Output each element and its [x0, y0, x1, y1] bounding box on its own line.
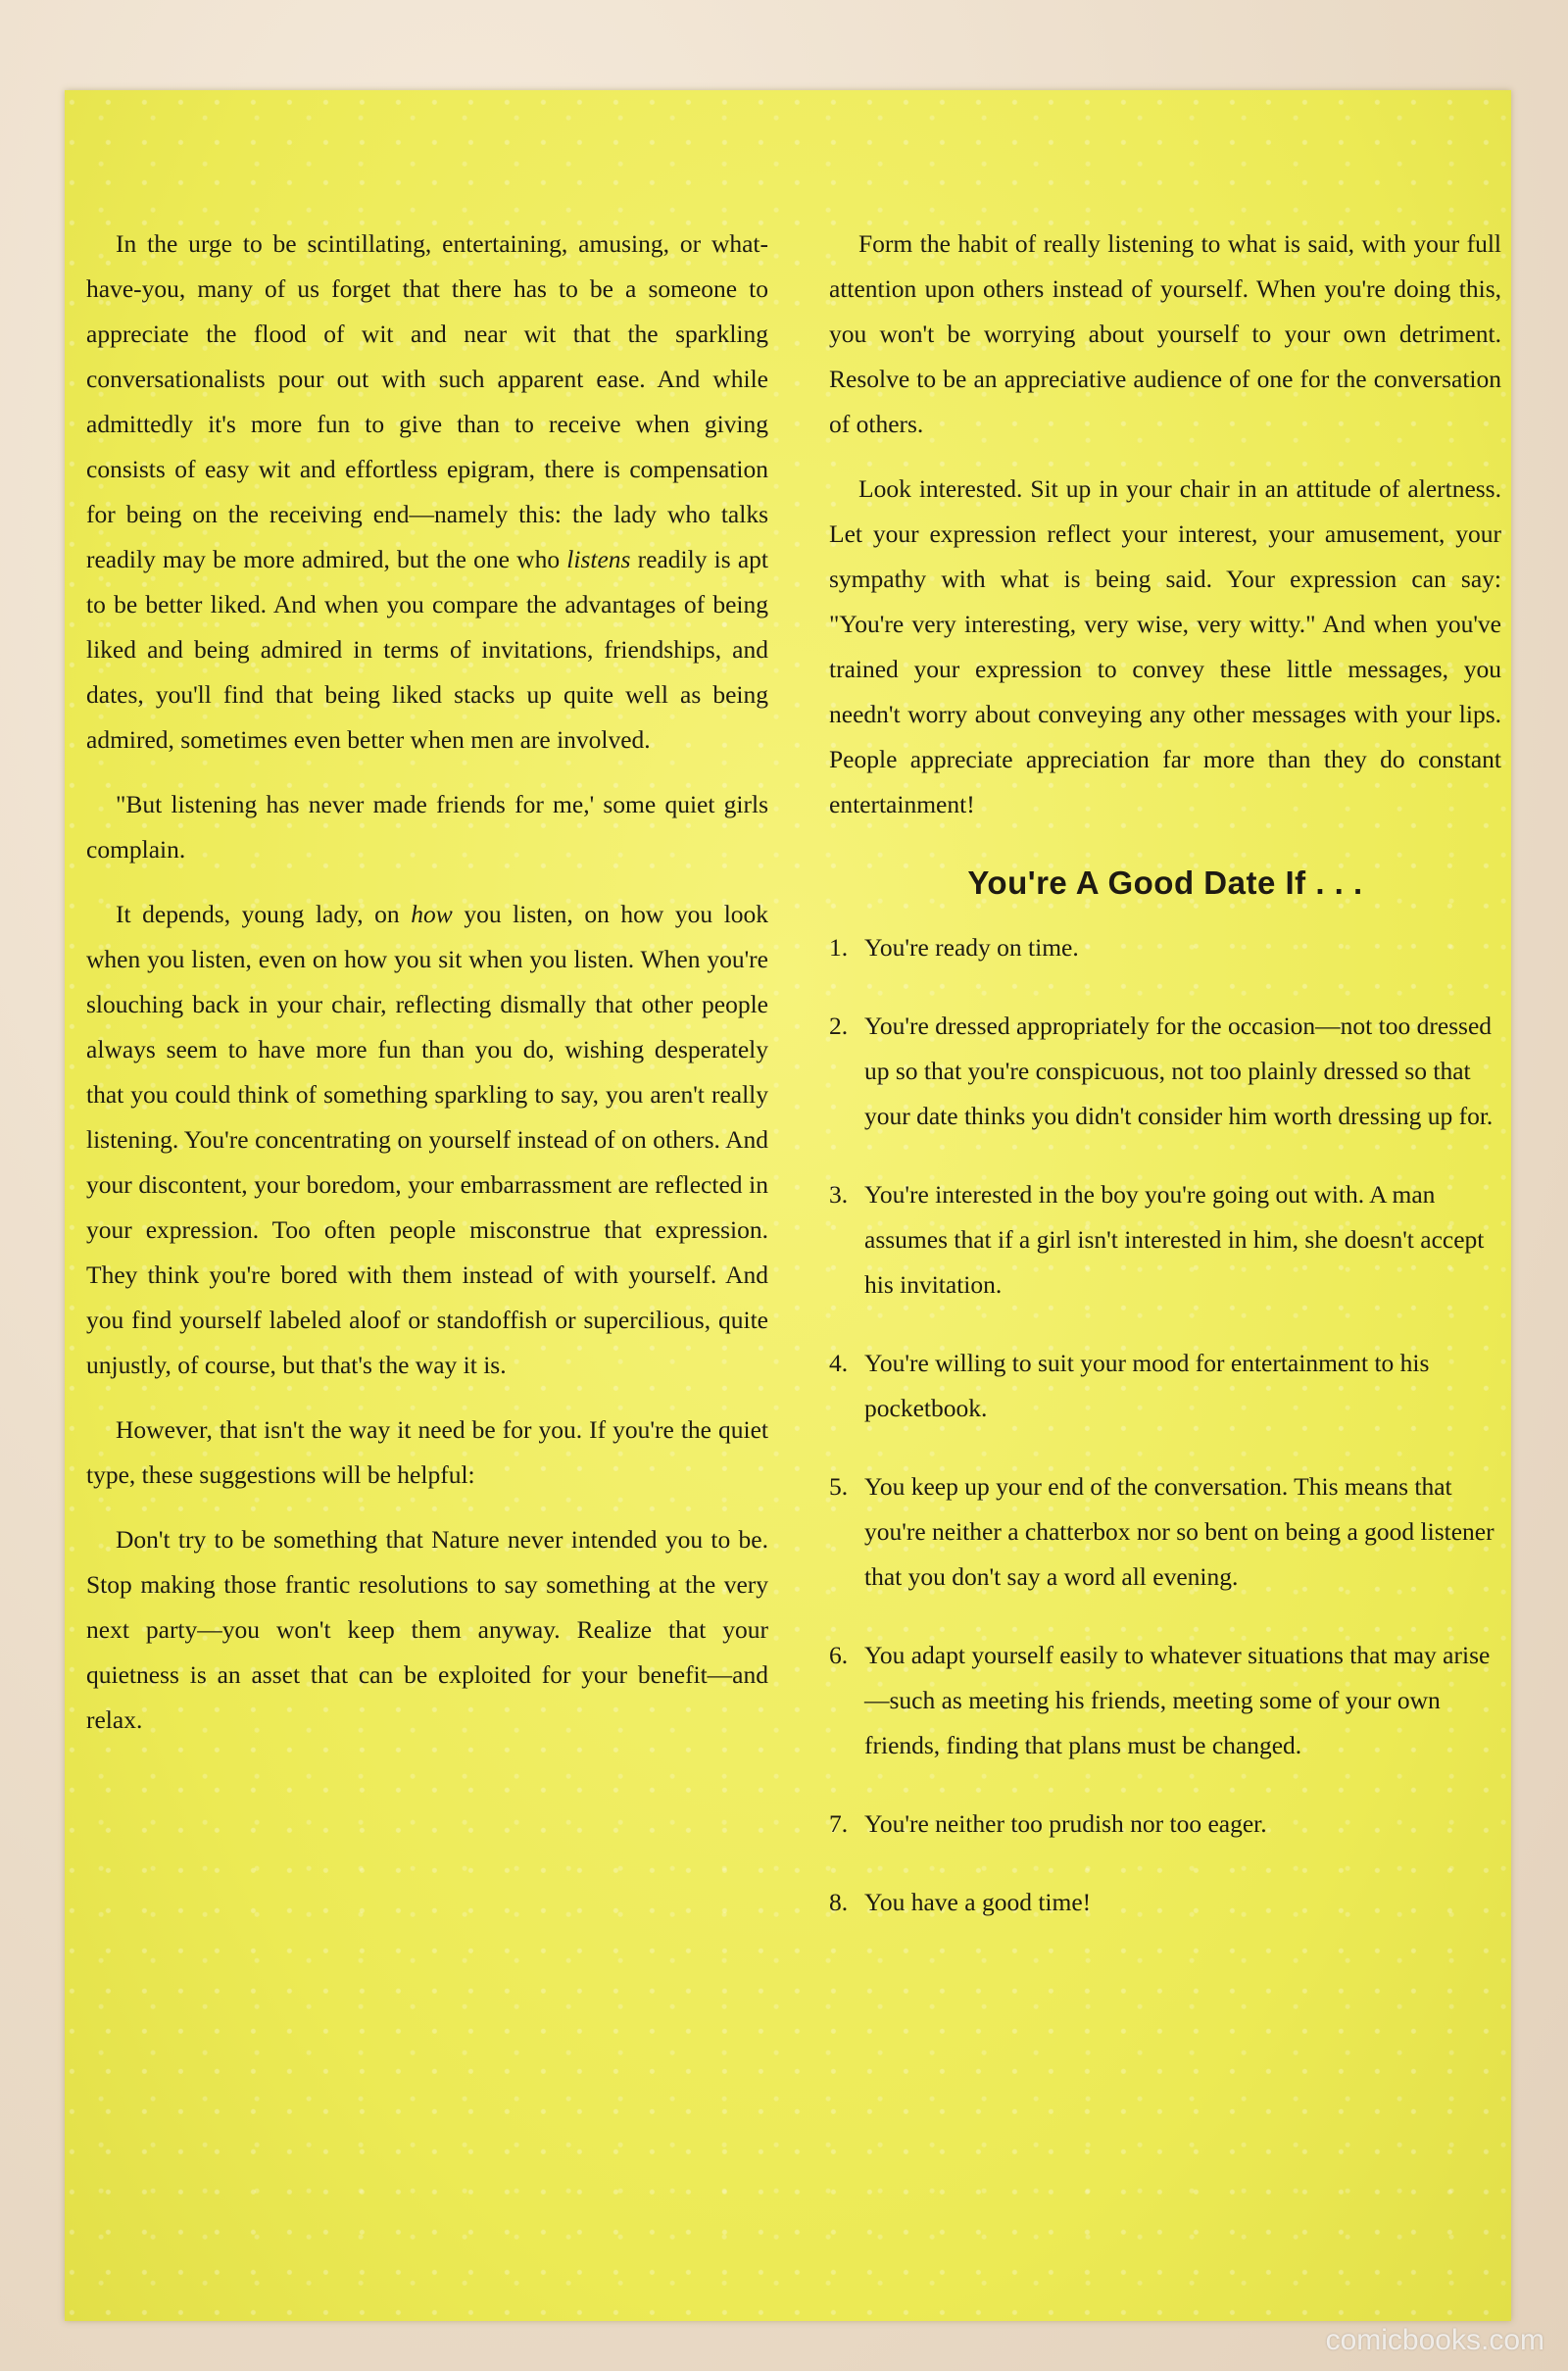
left-column [86, 222, 768, 1762]
paragraph-4: However, that isn't the way it need be for you. If you're the quiet type, these suggestions will be helpful: [86, 1415, 768, 1489]
paragraph-7: Look interested. Sit up in your chair in an attitude of alertness. Let your expression reflect your interest, your amusement, your sympathy with what is being said. Your expression can say: "You're very interesting, very wise, very witty." And when you've trained your expression to convey these little messages, you needn't worry about conveying any other messages with your lips. People appreciate appreciation far more than they do constant entertainment! [829, 474, 1501, 818]
list-item: 5. You keep up your end of the conversation. This means that you're neither a chatterbox nor so bent on being a good listener that you don't say a word all evening. [829, 1472, 1494, 1591]
emphasis-listens: listens [566, 545, 631, 573]
paragraph-5: Don't try to be something that Nature never intended you to be. Stop making those frantic resolutions to say something at the very next party—you won't keep them anyway. Realize that your quietness is an asset that can be exploited for your benefit—and relax. [86, 1525, 768, 1734]
list-item: 7. You're neither too prudish nor too eager. [829, 1809, 1267, 1838]
emphasis-how: how [411, 900, 453, 928]
list-item: 4. You're willing to suit your mood for entertainment to his pocketbook. [829, 1349, 1430, 1422]
list-item: 1. You're ready on time. [829, 933, 1079, 962]
right-column [829, 222, 1501, 1958]
list-item: 2. You're dressed appropriately for the occasion—not too dressed up so that you're conspicuous, not too plainly dressed so that your date thinks you didn't consider him worth dressing up for. [829, 1012, 1494, 1130]
good-date-list [829, 925, 1501, 1925]
paragraph-2: "But listening has never made friends for me,' some quiet girls complain. [86, 790, 768, 864]
list-item: 8. You have a good time! [829, 1888, 1092, 1916]
section-heading: You're A Good Date If . . . [967, 864, 1363, 901]
paragraph-1: In the urge to be scintillating, entertaining, amusing, or what-have-you, many of us forget that there has to be a someone to appreciate the flood of wit and near wit that the sparkling conversationalists pour out with such apparent ease. And while admittedly it's more fun to give than to receive when giving consists of easy wit and effortless epigram, there is compensation for being on the receiving end—namely this: the lady who talks readily may be more admired, but the one who listens readily is apt to be better liked. And when you compare the advantages of being liked and being admired in terms of invitations, friendships, and dates, you'll find that being liked stacks up quite well as being admired, sometimes even better when men are involved. [86, 229, 769, 754]
list-item: 3. You're interested in the boy you're going out with. A man assumes that if a girl isn't interested in him, she doesn't accept his invitation. [829, 1180, 1485, 1299]
paragraph-3: It depends, young lady, on how you listen, on how you look when you listen, even on how you sit when you listen. When you're slouching back in your chair, reflecting dismally that other people always seem to have more fun than you do, wishing desperately that you could think of something sparkling to say, you aren't really listening. You're concentrating on yourself instead of on others. And your discontent, your boredom, your embarrassment are reflected in your expression. Too often people misconstrue that expression. They think you're bored with them instead of with yourself. And you find yourself labeled aloof or standoffish or supercilious, quite unjustly, of course, but that's the way it is. [86, 900, 769, 1379]
paragraph-6: Form the habit of really listening to what is said, with your full attention upon others instead of yourself. When you're doing this, you won't be worrying about yourself to your own detriment. Resolve to be an appreciative audience of one for the conversation of others. [829, 229, 1501, 438]
source-watermark: comicbooks.com [1325, 2324, 1544, 2356]
list-item: 6. You adapt yourself easily to whatever situations that may arise—such as meeting his friends, meeting some of your own friends, finding that plans must be changed. [829, 1641, 1491, 1759]
